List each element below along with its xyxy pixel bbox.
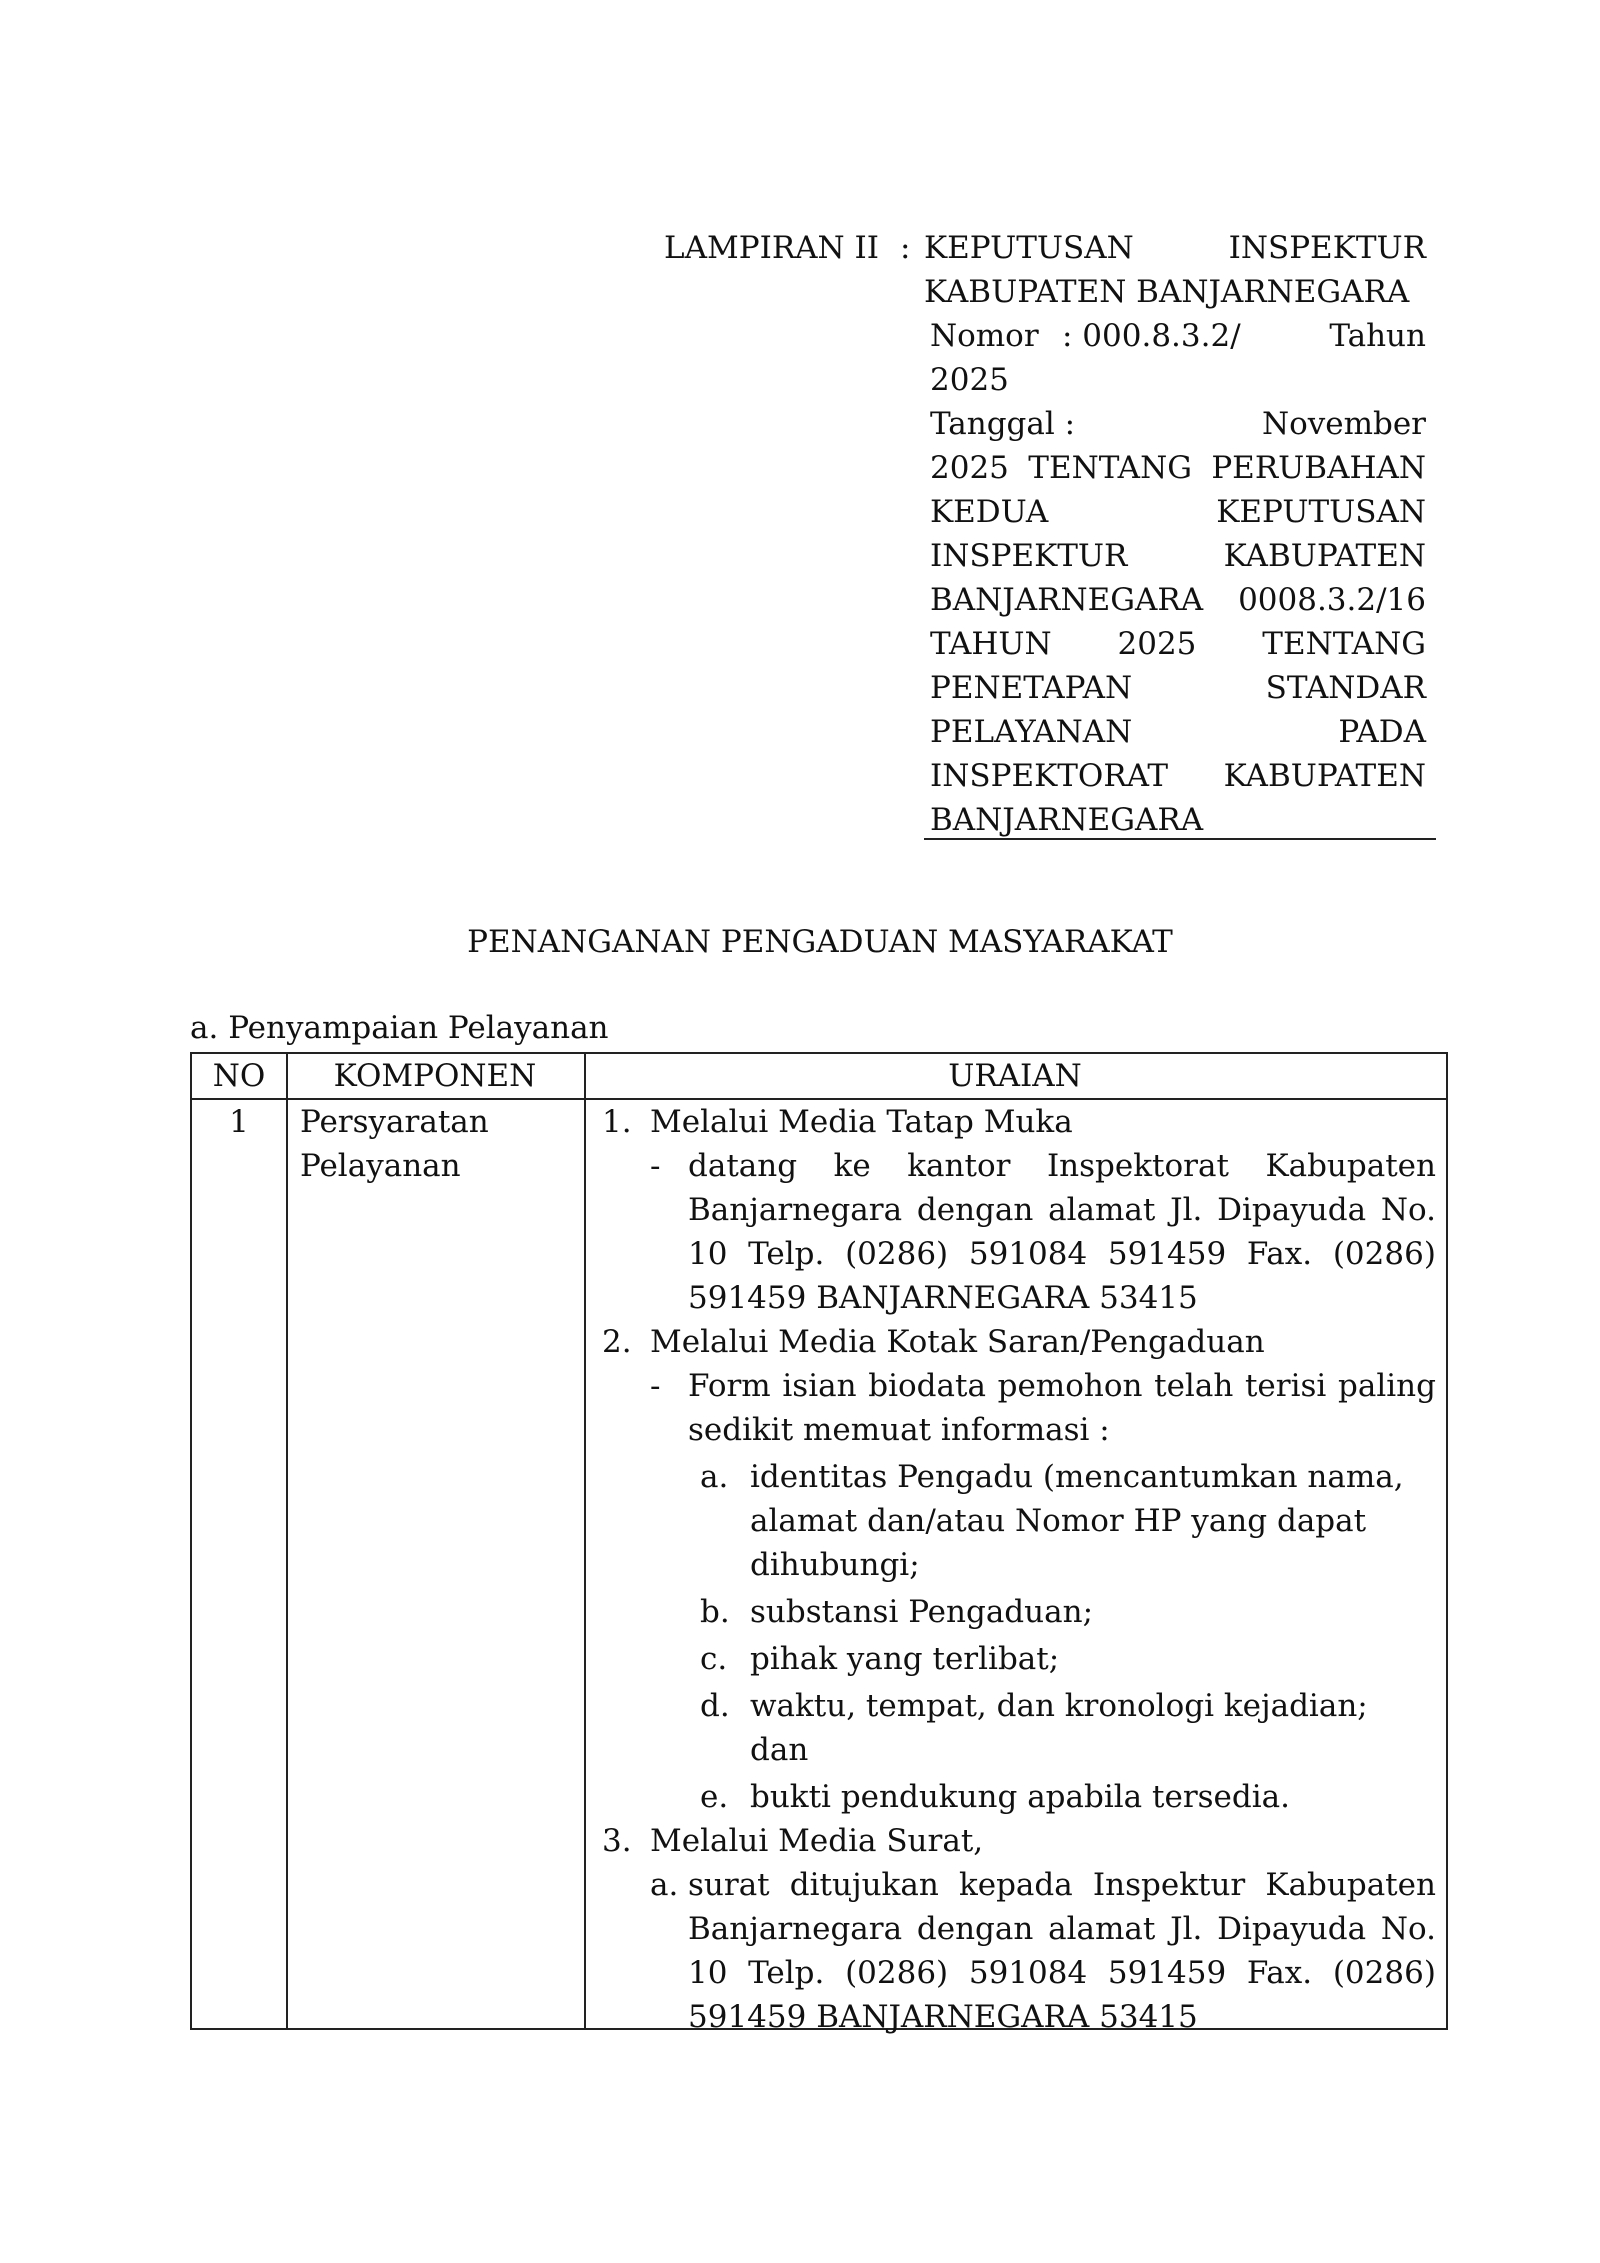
nomor-label: Nomor: [930, 318, 1039, 354]
decree-line-1: [924, 226, 1426, 270]
word: KEDUA: [930, 494, 1049, 530]
word: dengan: [916, 1192, 1034, 1228]
justified-line: [688, 1907, 1436, 1951]
word: No.: [1380, 1192, 1436, 1228]
decree-word: INSPEKTUR: [1228, 230, 1426, 266]
word: Kabupaten: [1265, 1148, 1436, 1184]
lampiran-colon: :: [900, 230, 911, 266]
word: isian: [782, 1368, 857, 1404]
word: KEPUTUSAN: [1216, 494, 1426, 530]
word: Dipayuda: [1217, 1911, 1367, 1947]
word: Dipayuda: [1217, 1192, 1367, 1228]
info-point-line: pihak yang terlibat;: [750, 1641, 1060, 1677]
justified-line: [688, 1188, 1436, 1232]
komponen-text: Persyaratan: [300, 1104, 489, 1140]
tanggal-label: Tanggal :: [930, 406, 1076, 442]
info-point-text: [750, 1775, 1436, 1819]
word: Form: [688, 1368, 771, 1404]
list-marker: d.: [700, 1688, 730, 1724]
word: 591459: [1107, 1955, 1227, 1991]
decree-subject: [930, 446, 1426, 798]
word: (0286): [1332, 1955, 1436, 1991]
sub-item-text: [688, 1144, 1436, 1276]
word: INSPEKTORAT: [930, 758, 1169, 794]
list-marker: -: [650, 1368, 661, 1404]
word: kepada: [958, 1867, 1073, 1903]
sub-item-text: 591459 BANJARNEGARA 53415: [688, 1999, 1198, 2035]
column-header-uraian: URAIAN: [948, 1058, 1082, 1094]
word: 2025: [930, 450, 1009, 486]
word: 591084: [968, 1236, 1088, 1272]
word: dengan: [916, 1911, 1034, 1947]
word: paling: [1338, 1368, 1436, 1404]
justified-line: [688, 1144, 1436, 1188]
row-number: 1: [229, 1104, 249, 1140]
info-point-line: dihubungi;: [750, 1547, 920, 1583]
word: alamat: [1048, 1192, 1156, 1228]
info-point-text: [750, 1590, 1436, 1634]
info-points: [602, 1455, 1436, 1819]
justified-line: [930, 710, 1426, 754]
tanggal-row: [930, 402, 1426, 446]
word: 2025: [1117, 626, 1197, 662]
column-header-komponen: KOMPONEN: [333, 1058, 537, 1094]
sub-item: [650, 1863, 1436, 2039]
list-marker: a.: [650, 1867, 679, 1903]
info-point: [700, 1684, 1436, 1772]
list-item: [602, 1819, 1436, 1863]
list-marker: e.: [700, 1779, 729, 1815]
list-marker: 1.: [602, 1104, 632, 1140]
justified-line: [688, 1951, 1436, 1995]
word: BANJARNEGARA: [930, 582, 1204, 618]
word: Banjarnegara: [688, 1192, 903, 1228]
word: Fax.: [1246, 1955, 1313, 1991]
word: Jl.: [1170, 1192, 1203, 1228]
nomor-row: [930, 314, 1426, 358]
word: PENETAPAN: [930, 670, 1133, 706]
word: Jl.: [1170, 1911, 1203, 1947]
word: PELAYANAN: [930, 714, 1133, 750]
list-item-title: Melalui Media Surat,: [650, 1823, 984, 1859]
justified-line: [930, 666, 1426, 710]
service-table: [190, 1052, 1448, 2035]
list-item-title: Melalui Media Tatap Muka: [650, 1104, 1073, 1140]
info-point-text: [750, 1637, 1436, 1681]
word: 10: [688, 1236, 728, 1272]
info-point-line: waktu, tempat, dan kronologi kejadian;: [750, 1688, 1368, 1724]
lampiran-label: LAMPIRAN II: [664, 230, 880, 266]
info-point-line: identitas Pengadu (mencantumkan nama,: [750, 1459, 1404, 1495]
decree-line-2: [924, 270, 1426, 314]
justified-line: [930, 622, 1426, 666]
sub-item-text: [688, 1863, 1436, 1995]
list-marker: c.: [700, 1641, 728, 1677]
word: ke: [833, 1148, 871, 1184]
word: TENTANG: [1262, 626, 1426, 662]
info-point-line: bukti pendukung apabila tersedia.: [750, 1779, 1290, 1815]
sub-item-text: sedikit memuat informasi :: [688, 1412, 1110, 1448]
word: Inspektur: [1092, 1867, 1246, 1903]
info-point: [700, 1775, 1436, 1819]
word: KABUPATEN: [1223, 538, 1426, 574]
word: biodata: [868, 1368, 986, 1404]
word: (0286): [1332, 1236, 1436, 1272]
list-marker: a.: [700, 1459, 729, 1495]
word: STANDAR: [1265, 670, 1426, 706]
word: terisi: [1244, 1368, 1327, 1404]
word: surat: [688, 1867, 770, 1903]
table-divider: [584, 1054, 586, 2028]
word: Fax.: [1246, 1236, 1313, 1272]
info-point: [700, 1455, 1436, 1587]
list-marker: 3.: [602, 1823, 632, 1859]
list-marker: b.: [700, 1594, 730, 1630]
sub-item: [650, 1364, 1436, 1452]
word: kantor: [907, 1148, 1011, 1184]
justified-line: [930, 754, 1426, 798]
decree-subject-last: BANJARNEGARA: [930, 802, 1204, 838]
justified-line: [930, 578, 1426, 622]
uraian-cell: [602, 1100, 1436, 2039]
word: TENTANG: [1028, 450, 1192, 486]
page-title: PENANGANAN PENGADUAN MASYARAKAT: [467, 924, 1173, 960]
decree-details: [930, 314, 1426, 842]
table-divider: [286, 1054, 288, 2028]
word: KABUPATEN: [1223, 758, 1426, 794]
info-point-line: substansi Pengaduan;: [750, 1594, 1094, 1630]
sub-item-text: [688, 1364, 1436, 1408]
word: No.: [1380, 1911, 1436, 1947]
decree-header: [924, 226, 1426, 842]
sub-item-text: 591459 BANJARNEGARA 53415: [688, 1280, 1198, 1316]
word: (0286): [845, 1955, 949, 1991]
section-title: a. Penyampaian Pelayanan: [190, 1010, 609, 1046]
word: Kabupaten: [1265, 1867, 1436, 1903]
nomor-value: : 000.8.3.2/: [1062, 318, 1241, 354]
sub-item: [650, 1144, 1436, 1320]
list-marker: 2.: [602, 1324, 632, 1360]
word: PERUBAHAN: [1211, 450, 1426, 486]
word: Inspektorat: [1046, 1148, 1229, 1184]
tanggal-month: November: [1261, 406, 1426, 442]
list-item: [602, 1320, 1436, 1364]
word: (0286): [845, 1236, 949, 1272]
column-header-no: NO: [212, 1058, 266, 1094]
word: 591084: [968, 1955, 1088, 1991]
word: 0008.3.2/16: [1238, 582, 1426, 618]
info-point-text: [750, 1684, 1436, 1772]
justified-line: [930, 490, 1426, 534]
list-item-title: Melalui Media Kotak Saran/Pengaduan: [650, 1324, 1265, 1360]
list-item: [602, 1100, 1436, 1144]
word: datang: [688, 1148, 798, 1184]
justified-line: [688, 1232, 1436, 1276]
header-divider: [924, 838, 1436, 840]
word: Banjarnegara: [688, 1911, 903, 1947]
info-point-line: alamat dan/atau Nomor HP yang dapat: [750, 1503, 1367, 1539]
info-point: [700, 1637, 1436, 1681]
word: Telp.: [748, 1955, 825, 1991]
word: PADA: [1338, 714, 1426, 750]
word: Telp.: [748, 1236, 825, 1272]
justified-line: [688, 1863, 1436, 1907]
info-point-line: dan: [750, 1732, 809, 1768]
nomor-year: 2025: [930, 362, 1009, 398]
word: TAHUN: [930, 626, 1052, 662]
word: ditujukan: [789, 1867, 939, 1903]
info-point-text: [750, 1455, 1436, 1587]
info-point: [700, 1590, 1436, 1634]
komponen-text: Pelayanan: [300, 1148, 461, 1184]
decree-text: KABUPATEN BANJARNEGARA: [924, 274, 1410, 310]
nomor-tahun-label: Tahun: [1329, 318, 1426, 354]
word: 591459: [1107, 1236, 1227, 1272]
word: pemohon: [997, 1368, 1143, 1404]
justified-line: [688, 1364, 1436, 1408]
word: INSPEKTUR: [930, 538, 1128, 574]
komponen-cell: [300, 1100, 576, 1188]
word: 10: [688, 1955, 728, 1991]
decree-word: KEPUTUSAN: [924, 230, 1134, 266]
word: telah: [1154, 1368, 1234, 1404]
justified-line: [930, 446, 1426, 490]
justified-line: [930, 534, 1426, 578]
word: alamat: [1048, 1911, 1156, 1947]
list-marker: -: [650, 1148, 661, 1184]
